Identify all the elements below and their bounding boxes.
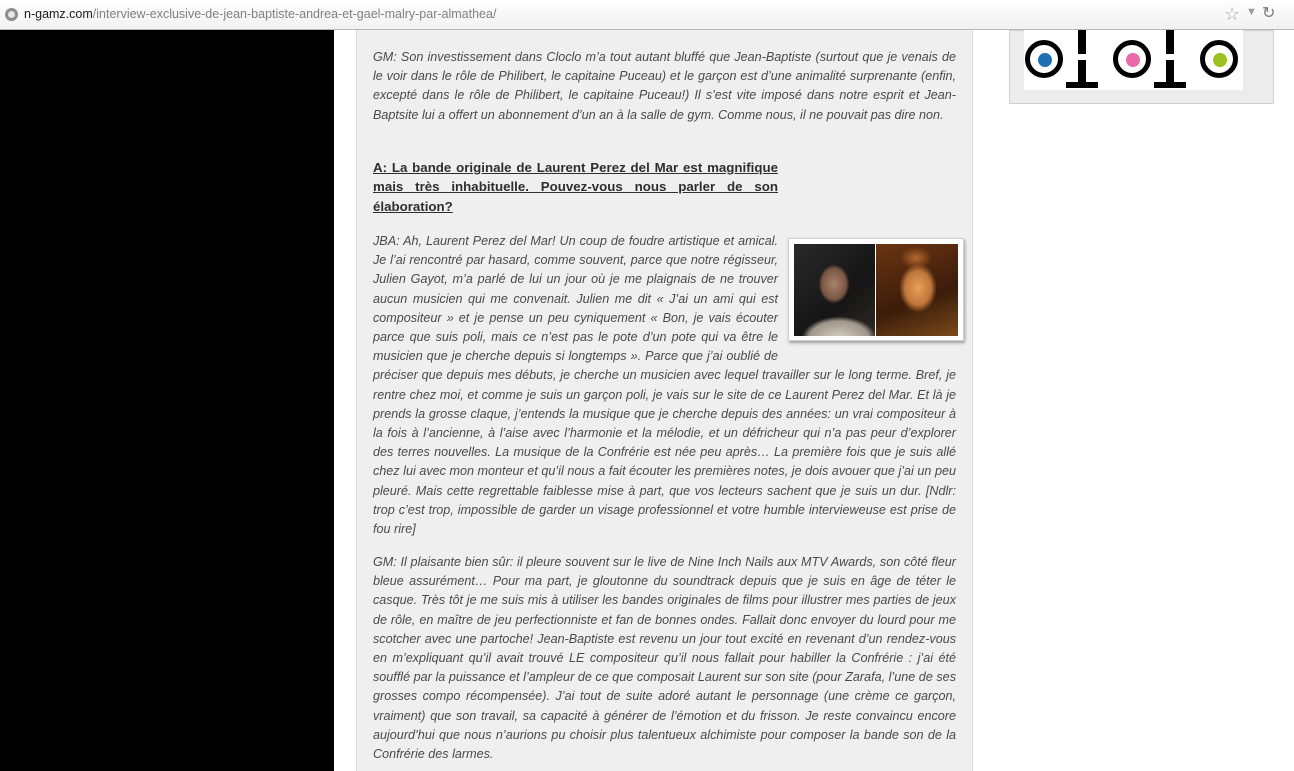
article-paragraph-gm-2: GM: Il plaisante bien sûr: il pleure souvent sur le live de Nine Inch Nails aux MTV Awards, son côté fleur bleue assurément… Pour ma part, je gloutonne du soundtrack depuis que je suis en âge de téter le casque. Très tôt je me suis mis à utiliser les bandes originales de films pour illustrer mes parties de jeux de rôle, en maître de jeu perfectionniste et fan de bonnes ondes. Fallait donc envoyer du lourd pour me scotcher avec une partoche! Jean-Baptiste est revenu un jour tout excité en revenant d’un rendez-vous en m’expliquant qu’il avait trouvé LE compositeur qu’il nous fallait pour habiller la Confrérie : j’ai été soufflé par la puissance et l’ampleur de ce que composait Laurent sur son site (pour Zarafa, l’une de ses grosses compo récompensée). J’ai tout de suite adoré autant le personnage (une crème ce garçon, vraiment) que son travail, sa capacité à générer de l’émotion et du frisson. Je reste convaincu encore aujourd’hui que nous n’aurions pu choisir plus talentueux alchimiste pour composer la bande son de la Confrérie des larmes. <box>373 555 956 762</box>
logo-bar <box>1166 60 1174 84</box>
article-paragraph-jba-text: JBA: Ah, Laurent Perez del Mar! Un coup de foudre artistique et amical. Je l’ai rencontré par hasard, comme souvent, parce que notre régisseur, Julien Gayot, m’a parlé de lui un jour où je me plaignais de ne trouver aucun musicien qui me convenait. Julien me dit « J’ai un ami qui est compositeur » et je pense un peu cyniquement « Bon, je vais écouter parce que suis poli, mais ce n’est pas le pote d’un pote qui va être le musicien que je cherche depuis si longtemps ». Parce que j’ai oublié de préciser que depuis mes débuts, je cherche un musicien avec lequel travailler sur le long terme. Bref, je rentre chez moi, et comme je suis un garçon poli, je vais sur le site de ce Laurent Perez del Mar. Et là je prends la grosse claque, j’entends la musique que je cherche depuis des années: un vrai compositeur à la fois à l’ancienne, à l’aise avec l’harmonie et la mélodie, et un défricheur qui n’a pas peur d’explorer des terres nouvelles. La musique de la Confrérie est née peu après… La première fois que je suis allé chez lui avec mon monteur et qu’il nous a fait écouter les premières notes, je dois avouer que j’ai un peu pleuré. Mais cette regrettable faiblesse mise à part, que vos lecteurs sachent que je suis un dur. [Ndlr: trop c’est trop, impossible de garder un visage professionnel et votre humble intervieweuse est prise de fou rire] <box>373 234 956 537</box>
logo-ring-pink <box>1113 40 1151 78</box>
logo-bar <box>1066 82 1098 88</box>
dropdown-arrow-icon[interactable]: ▼ <box>1246 6 1257 18</box>
url-path: /interview-exclusive-de-jean-baptiste-andrea-et-gael-malry-par-almathea/ <box>92 7 497 21</box>
url-text[interactable] <box>24 7 496 21</box>
logo-bar <box>1166 30 1174 54</box>
left-background <box>0 30 334 771</box>
logo-dot-pink <box>1126 53 1140 67</box>
composer-photo <box>788 238 964 349</box>
sidebar-logo[interactable] <box>1024 30 1243 90</box>
photo-frame <box>788 238 964 341</box>
logo-bar <box>1078 30 1086 54</box>
photo-left-person <box>794 244 875 336</box>
url-domain: n-gamz.com <box>24 7 93 21</box>
logo-bar <box>1078 60 1086 84</box>
logo-ring-blue <box>1025 40 1063 78</box>
reload-icon[interactable]: ↻ <box>1262 5 1276 22</box>
interview-question: A: La bande originale de Laurent Perez del Mar est magnifique mais très inhabituelle. Pouvez-vous nous parler de son élaboration? <box>373 160 778 214</box>
logo-dot-blue <box>1038 53 1052 67</box>
bookmark-star-icon[interactable]: ☆ <box>1224 4 1241 24</box>
photo-right-person <box>876 244 958 336</box>
logo-bar <box>1154 82 1186 88</box>
logo-dot-green <box>1213 53 1227 67</box>
page-info-icon[interactable] <box>5 8 18 21</box>
article-paragraph-jba <box>373 232 956 539</box>
address-bar[interactable] <box>0 0 1294 30</box>
article-paragraph-gm-1: GM: Son investissement dans Cloclo m’a tout autant bluffé que Jean-Baptiste (surtout que je venais de le voir dans le rôle de Philibert, le capitaine Puceau) et le garçon est d’une animalité surprenante (enfin, excepté dans le rôle de Philibert, le capitaine Puceau!) Il s’est vite imposé dans notre esprit et Jean-Baptsite lui a offert un abonnement d’un an à la salle de gym. Comme nous, il ne pouvait pas dire non. <box>373 50 956 122</box>
photo-image <box>794 244 958 336</box>
logo-ring-green <box>1200 40 1238 78</box>
